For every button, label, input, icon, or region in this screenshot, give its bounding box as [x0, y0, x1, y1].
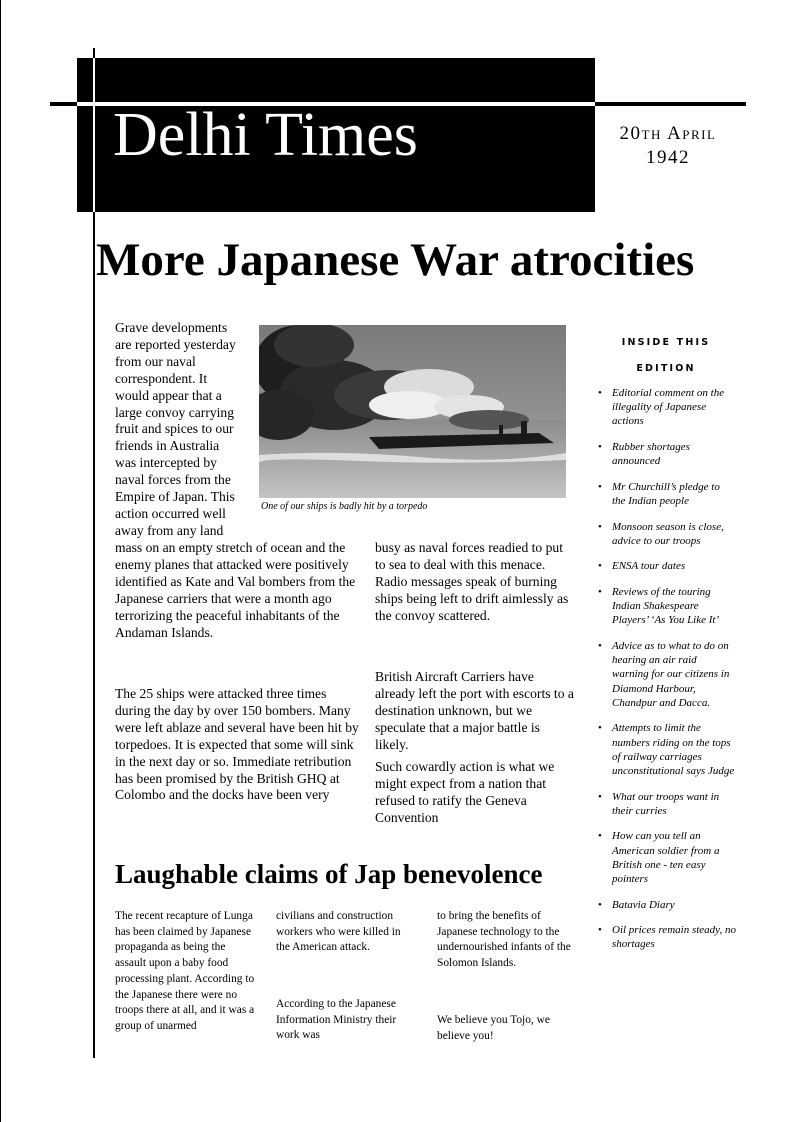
inside-edition-item: • Batavia Diary: [596, 898, 736, 912]
inside-edition-title: [596, 330, 736, 382]
inside-edition-item: • Oil prices remain steady, no shortages: [596, 923, 736, 951]
text-line: away from any land: [115, 522, 224, 538]
lead-story-col2-para3: Such cowardly action is what we might expect from a nation that refused to ratify the Geneva Convention: [375, 759, 555, 825]
text-line: was intercepted by: [115, 455, 217, 471]
second-story-col2-para1: civilians and construction workers who were killed in the American attack.: [276, 910, 401, 954]
second-story-col3-para2: We believe you Tojo, we believe you!: [437, 1014, 550, 1042]
text-line: action occurred well: [115, 505, 226, 521]
inside-edition-title-line1: INSIDE THIS: [621, 337, 711, 348]
photo-caption: One of our ships is badly hit by a torpedo: [261, 501, 428, 512]
inside-edition-item: • Attempts to limit the numbers riding on the tops of railway carriages unconstitutional says Judge: [596, 721, 736, 778]
text-line: correspondent. It: [115, 370, 208, 386]
inside-edition-item: • How can you tell an American soldier from a British one - ten easy pointers: [596, 829, 736, 886]
second-story-col1: The recent recapture of Lunga has been claimed by Japanese propaganda as being the assault upon a baby food processing plant. According to the Japanese there were no troops there at all, and it was a group of unarmed: [115, 910, 255, 1032]
lead-story-col1-para2: The 25 ships were attacked three times during the day by over 150 bombers. Many were left ablaze and several have been hit by torpedoes. It is expected that some will sink in the next day or so. Immediate retribution has been promised by the British GHQ at Colombo and the docks have been very: [115, 686, 359, 803]
issue-date: [598, 122, 738, 170]
second-headline: Laughable claims of Jap benevolence: [115, 859, 543, 889]
text-line: Grave developments: [115, 320, 228, 335]
lead-story-col1-continued: mass on an empty stretch of ocean and the enemy planes that attacked were positively identified as Kate and Val bombers from the Japanese carriers that were a month ago terrorizing the peaceful inhabitants of the Andaman Islands.: [115, 540, 356, 640]
lead-story-col2-para2: British Aircraft Carriers have already left the port with escorts to a destination unknown, but we speculate that a major battle is likely.: [375, 669, 574, 752]
newspaper-title: Delhi Times: [113, 101, 418, 169]
inside-edition-list: [596, 386, 736, 963]
lead-story-col2-para1: busy as naval forces readied to put to sea to deal with this menace. Radio messages speak of burning ships being left to drift aimlessly as the convoy scattered.: [375, 540, 569, 623]
masthead-vrule-reverse: [93, 58, 95, 212]
inside-edition-item: • Reviews of the touring Indian Shakespeare Players’ ‘As You Like It’: [596, 585, 736, 628]
lead-story-intro: [115, 320, 255, 540]
inside-edition-item: • Advice as to what to do on hearing an air raid warning for our citizens in Diamond Harbour, Chandpur and Dacca.: [596, 639, 736, 710]
text-line: Empire of Japan. This: [115, 489, 235, 505]
second-story-col2-para2: According to the Japanese Information Ministry their work was: [276, 998, 397, 1042]
page-edge-line: [0, 0, 1, 1122]
inside-edition-title-line2: EDITION: [636, 363, 696, 374]
inside-edition-item: • ENSA tour dates: [596, 559, 736, 573]
text-line: from our naval: [115, 353, 196, 369]
text-line: naval forces from the: [115, 472, 231, 488]
issue-date-year: 1942: [646, 147, 690, 168]
text-line: fruit and spices to our: [115, 421, 234, 437]
text-line: large convoy carrying: [115, 404, 235, 420]
second-story-col3-para1: to bring the benefits of Japanese technology to the undernourished infants of the Solomon Islands.: [437, 910, 571, 970]
issue-date-day: 20th April: [619, 123, 717, 144]
inside-edition-item: • Mr Churchill’s pledge to the Indian people: [596, 480, 736, 508]
lead-headline: More Japanese War atrocities: [96, 234, 695, 286]
inside-edition-item: • Monsoon season is close, advice to our troops: [596, 520, 736, 548]
inside-edition-item: • Rubber shortages announced: [596, 440, 736, 468]
burning-ship-photo: [259, 325, 566, 498]
burning-ship-illustration: [259, 325, 566, 498]
text-line: are reported yesterday: [115, 336, 236, 352]
text-line: would appear that a: [115, 387, 222, 403]
text-line: friends in Australia: [115, 438, 220, 454]
inside-edition-item: • Editorial comment on the illegality of Japanese actions: [596, 386, 736, 429]
inside-edition-item: • What our troops want in their curries: [596, 790, 736, 818]
